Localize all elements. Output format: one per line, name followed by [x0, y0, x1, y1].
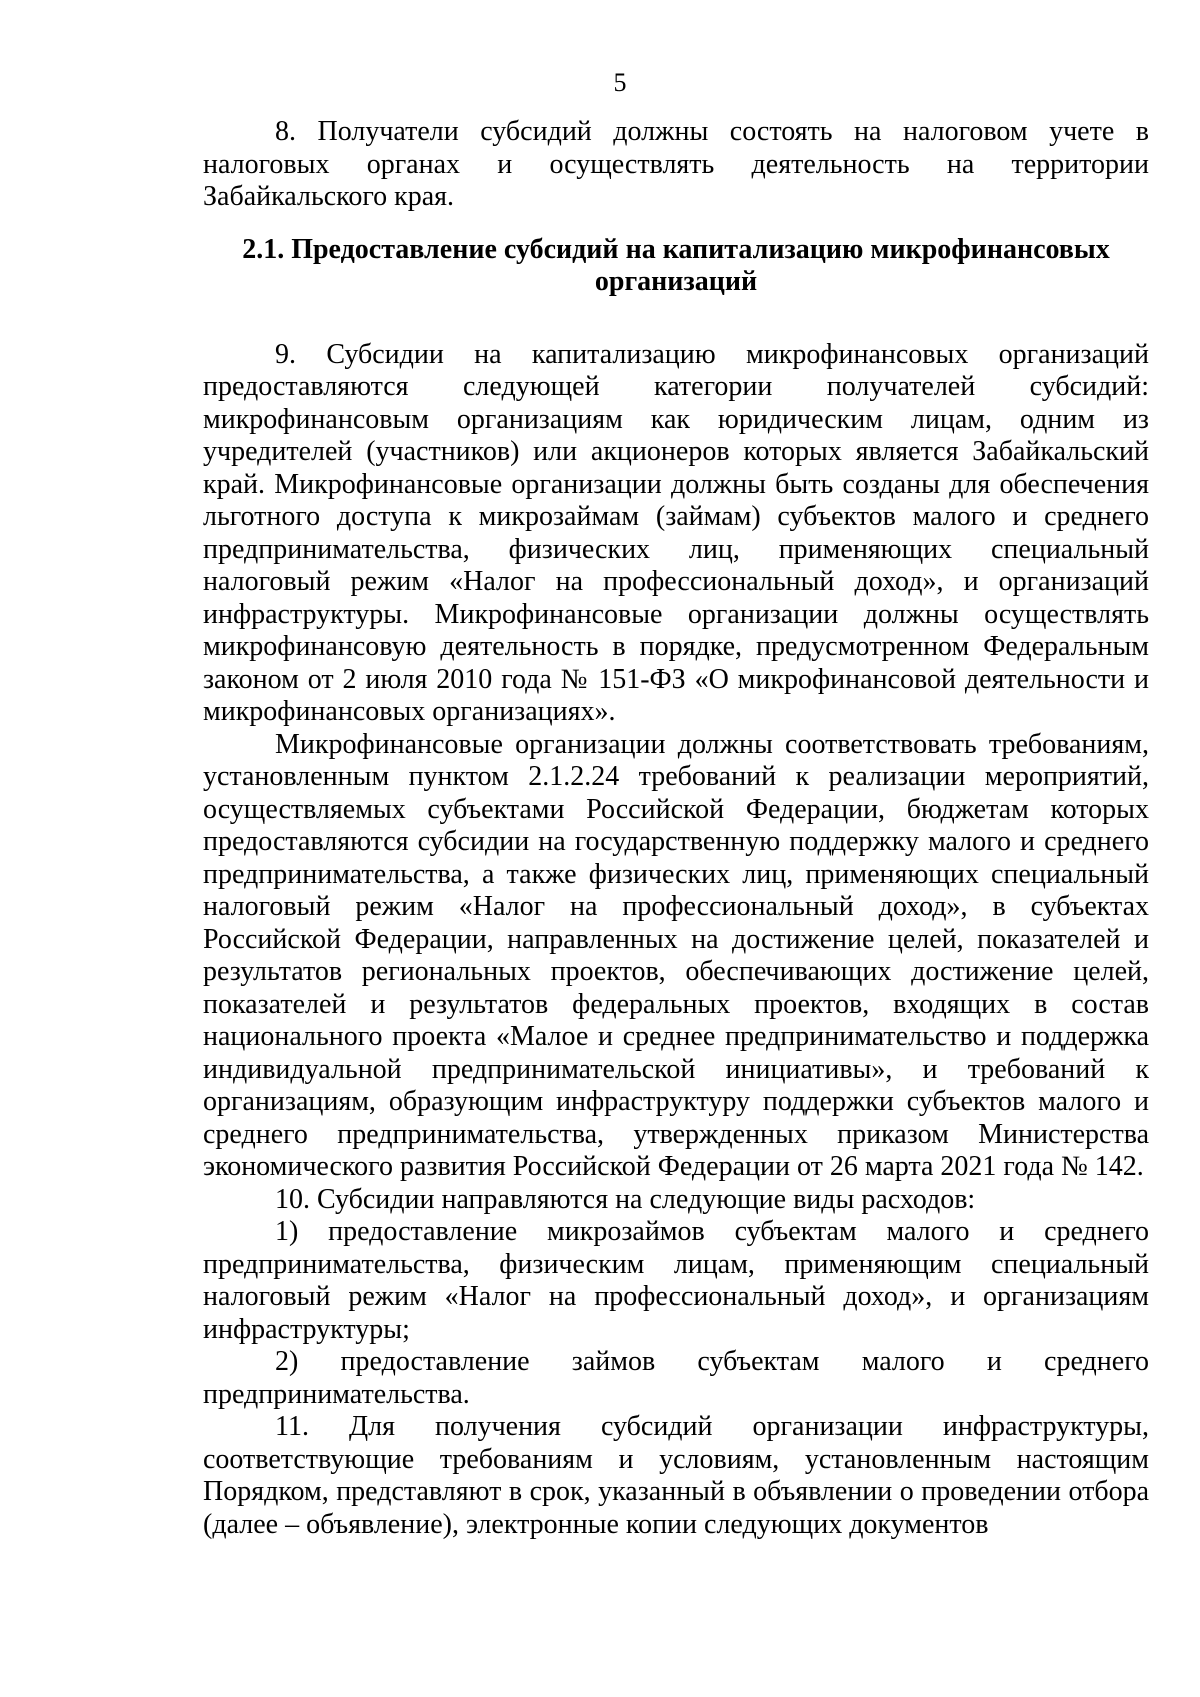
paragraph-10: 10. Субсидии направляются на следующие виды расходов:: [275, 1183, 976, 1215]
paragraph-11: 11. Для получения субсидий организации инфраструктуры, соответствующие требованиям и условиям, установленным настоящим Порядком, представляют в срок, указанный в объявлении о проведении отбора (далее – объявление), электронные копии следующих документов: [203, 1411, 1149, 1540]
paragraph-8: 8. Получатели субсидий должны состоять на налоговом учете в налоговых органах и осуществлять деятельность на территории Забайкальского края.: [203, 116, 1149, 212]
document-body: [203, 116, 1149, 1541]
paragraph-10-item-1: 1) предоставление микрозаймов субъектам малого и среднего предпринимательства, физическим лицам, применяющим специальный налоговый режим «Налог на профессиональный доход», и организациям инфраструктуры;: [203, 1216, 1149, 1345]
section-heading: 2.1. Предоставление субсидий на капитализацию микрофинансовых организаций: [242, 233, 1110, 297]
paragraph-10-item-2: 2) предоставление займов субъектам малого и среднего предпринимательства.: [203, 1346, 1149, 1410]
paragraph-9: 9. Субсидии на капитализацию микрофинансовых организаций предоставляются следующей категории получателей субсидий: микрофинансовым организациям как юридическим лицам, одним из учредителей (участников) или акционеров которых является Забайкальский край. Микрофинансовые организации должны быть созданы для обеспечения льготного доступа к микрозаймам (займам) субъектов малого и среднего предпринимательства, физических лиц, применяющих специальный налоговый режим «Налог на профессиональный доход», и организаций инфраструктуры. Микрофинансовые организации должны осуществлять микрофинансовую деятельность в порядке, предусмотренном Федеральным законом от 2 июля 2010 года № 151-ФЗ «О микрофинансовой деятельности и микрофинансовых организациях».: [203, 338, 1149, 727]
page-number: 5: [613, 68, 627, 97]
paragraph-9-requirements: Микрофинансовые организации должны соответствовать требованиям, установленным пунктом 2.1.2.24 требований к реализации мероприятий, осуществляемых субъектами Российской Федерации, бюджетам которых предоставляются субсидии на государственную поддержку малого и среднего предпринимательства, а также физических лиц, применяющих специальный налоговый режим «Налог на профессиональный доход», в субъектах Российской Федерации, направленных на достижение целей, показателей и результатов региональных проектов, обеспечивающих достижение целей, показателей и результатов федеральных проектов, входящих в состав национального проекта «Малое и среднее предпринимательство и поддержка индивидуальной предпринимательской инициативы», и требований к организациям, образующим инфраструктуру поддержки субъектов малого и среднего предпринимательства, утвержденных приказом Министерства экономического развития Российской Федерации от 26 марта 2021 года № 142.: [203, 728, 1149, 1182]
